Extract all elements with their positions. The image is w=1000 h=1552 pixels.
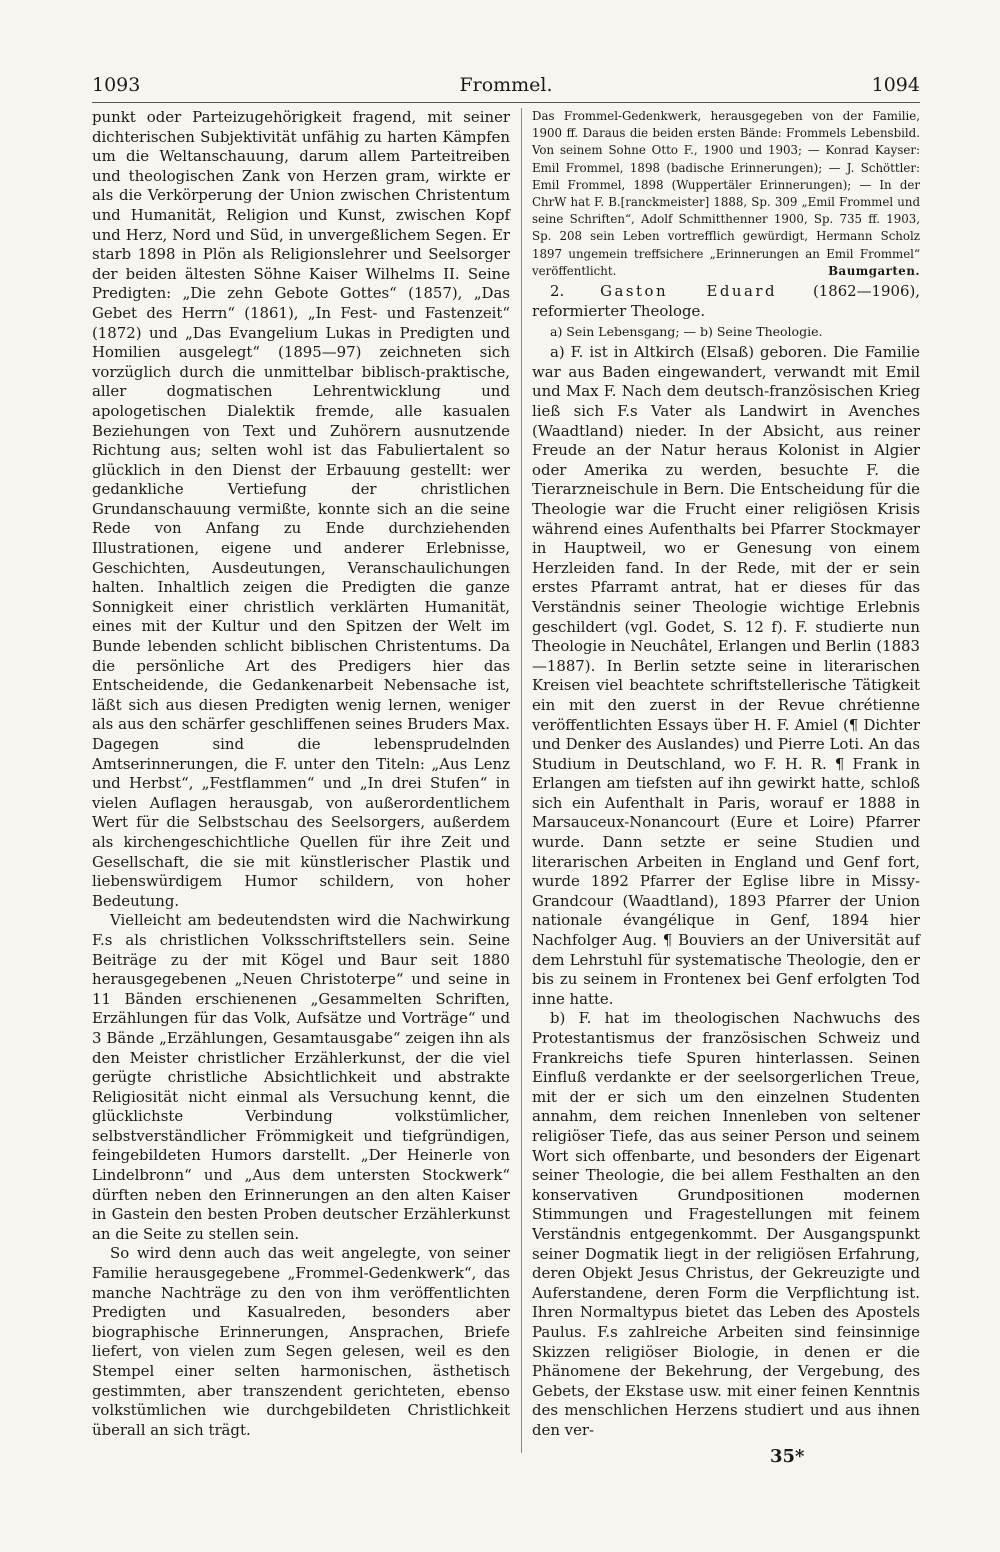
running-title: Frommel.: [459, 74, 553, 96]
column-divider: [521, 108, 522, 1453]
left-paragraph-2: Vielleicht am bedeutendsten wird die Nachwirkung F.s als christlichen Volksschriftstellers sein. Seine Beiträge zu der mit Kögel und Baur seit 1880 herausgegebenen „Neuen Christoterpe“ und seine in 11 Bänden erschienenen „Gesammelten Schriften, Erzählungen für das Volk, Aufsätze und Vorträge“ und 3 Bände „Erzählungen, Gesamtausgabe“ zeigen ihn als den Meister christlicher Erzählerkunst, der die viel gerügte christliche Absichtlichkeit und abstrakte Religiosität nicht einmal als Versuchung kennt, die glücklichste Verbindung volkstümlicher, selbstverständlicher Frömmigkeit und tiefgründigen, feingebildeten Humors darstellt. „Der Heinerle von Lindelbronn“ und „Aus dem untersten Stockwerk“ dürften neben den Erinnerungen an den alten Kaiser in Gastein den besten Proben deutscher Erzählerkunst an die Seite zu stellen sein.: [92, 911, 510, 1243]
right-column: [532, 108, 920, 1439]
left-paragraph-3: So wird denn auch das weit angelegte, von seiner Familie herausgegebene „Frommel-Gedenkwerk“, das manche Nachträge zu den von ihm veröffentlichten Predigten und Kasualreden, besonders aber biographische Erinnerungen, Ansprachen, Briefe liefert, von vielen zum Segen gelesen, weil es den Stempel einer selten harmonischen, ästhetisch gestimmten, aber transzendent gerichteten, ebenso volkstümlichen wie durchgebildeten Christlichkeit überall an sich trägt.: [92, 1244, 510, 1439]
bibliography-author: Baumgarten.: [828, 263, 920, 278]
left-paragraph-1: punkt oder Parteizugehörigkeit fragend, mit seiner dichterischen Subjektivität unfähig zu harten Kämpfen um die Weltanschauung, darum allem Parteitreiben und theologischen Zank von Herzen gram, wirkte er als die Verkörperung der Union zwischen Christentum und Humanität, Religion und Kunst, zwischen Kopf und Herz, Nord und Süd, in unvergeßlichem Segen. Er starb 1898 in Plön als Religionslehrer und Seelsorger der beiden ältesten Söhne Kaiser Wilhelms II. Seine Predigten: „Die zehn Gebote Gottes“ (1857), „Das Gebet des Herrn“ (1861), „In Fest- und Fastenzeit“ (1872) und „Das Evangelium Lukas in Predigten und Homilien ausgelegt“ (1895—97) zeichneten sich vorzüglich durch die unmittelbar biblisch-praktische, aller dogmatischen Lehrentwicklung und apologetischen Dialektik fremde, alle kasualen Beziehungen von Text und Zuhörern ausnutzende Richtung aus; selten wohl ist das Fabuliertalent so glücklich in den Dienst der Erbauung gestellt: wer gedankliche Vertiefung der christlichen Grundanschauung vermißte, konnte sich an die seine Rede von Anfang zu Ende durchziehenden Illustrationen, eigene und anderer Erlebnisse, Geschichten, Ausdeutungen, Veranschaulichungen halten. Inhaltlich zeigen die Predigten die ganze Sonnigkeit einer christlich verklärten Humanität, eines mit der Kultur und den Spitzen der Welt im Bunde lebenden schlicht biblischen Christentums. Da die persönliche Art des Predigers hier das Entscheidende, die Gedankenarbeit Nebensache ist, läßt sich aus diesen Predigten wenig lernen, weniger als aus den schärfer geschliffenen seines Bruders Max. Dagegen sind die lebensprudelnden Amtserinnerungen, die F. unter den Titeln: „Aus Lenz und Herbst“, „Festflammen“ und „In drei Stufen“ in vielen Auflagen herausgab, von außerordentlichem Wert für die Selbstschau des Seelsorgers, außerdem als kirchengeschichtliche Quellen für ihre Zeit und Gesellschaft, die sie mit künstlerischer Plastik und liebenswürdigem Humor schildern, von hoher Bedeutung.: [92, 108, 510, 910]
right-paragraph-1: a) F. ist in Altkirch (Elsaß) geboren. Die Familie war aus Baden eingewandert, verwandt mit Emil und Max F. Nach dem deutsch-französischen Krieg ließ sich F.s Vater als Landwirt in Avenches (Waadtland) nieder. In der Absicht, aus reiner Freude an der Natur heraus Kolonist in Algier oder Amerika zu werden, besuchte F. die Tierarzneischule in Bern. Die Entscheidung für die Theologie war die Frucht einer religiösen Krisis während eines Aufenthalts bei Pfarrer Stockmayer in Hauptweil, wo er Genesung von einem Herzleiden fand. In der Rede, mit der er sein erstes Pfarramt antrat, hat er dieses für das Verständnis seiner Theologie wichtige Erlebnis geschildert (vgl. Godet, S. 12 f). F. studierte nun Theologie in Neuchâtel, Erlangen und Berlin (1883—1887). In Berlin setzte seine in literarischen Kreisen viel beachtete schriftstellerische Tätigkeit ein mit den zuerst in der Revue chrétienne veröffentlichten Essays über H. F. Amiel (¶ Dichter und Denker des Auslandes) und Pierre Loti. An das Studium in Deutschland, wo F. H. R. ¶ Frank in Erlangen am tiefsten auf ihn gewirkt hatte, schloß sich ein Aufenthalt in Paris, worauf er 1888 in Marsauceux-Nonancourt (Eure et Loire) Pfarrer wurde. Dann setzte er seine Studien und literarischen Arbeiten in England und Genf fort, wurde 1892 Pfarrer der Eglise libre in Missy-Grandcour (Waadtland), 1893 Pfarrer der Union nationale évangélique in Genf, 1894 hier Nachfolger Aug. ¶ Bouviers an der Universität auf dem Lehrstuhl für systematische Theologie, den er bis zu seinem in Frontenex bei Genf erfolgten Tod inne hatte.: [532, 343, 920, 1008]
bibliography-text: Das Frommel-Gedenkwerk, herausgegeben von der Familie, 1900 ff. Daraus die beiden ersten Bände: Frommels Lebensbild. Von seinem Sohne Otto F., 1900 und 1903; — Konrad Kayser: Emil Frommel, 1898 (badische Erinnerungen); — J. Schöttler: Emil Frommel, 1898 (Wuppertäler Erinnerungen); — In der ChrW hat F. B.[ranckmeister] 1888, Sp. 309 „Emil Frommel und seine Schriften“, Adolf Schmitthenner 1900, Sp. 735 ff. 1903, Sp. 208 sein Leben vortrefflich gewürdigt, Hermann Scholz 1897 ungemein treffsichere „Erinnerungen an Emil Frommel“ veröffentlicht.: [532, 109, 920, 278]
entry-contents: a) Sein Lebensgang; — b) Seine Theologie.: [550, 324, 823, 340]
header-rule: [92, 102, 920, 103]
entry-name: Gaston Eduard: [600, 282, 778, 301]
right-page-number: 1094: [871, 74, 920, 96]
left-page-number: 1093: [92, 74, 141, 96]
entry-heading-rest: (1862—1906), reformierter Theologe.: [532, 282, 920, 320]
entry-number: 2.: [550, 282, 565, 301]
left-column: [92, 108, 510, 1468]
right-paragraph-2: b) F. hat im theologischen Nachwuchs des Protestantismus der französischen Schweiz und Frankreichs tiefe Spuren hinterlassen. Seinen Einfluß verdankte er der seelsorgerlichen Treue, mit der er sich um den einzelnen Studenten annahm, dem reichen Innenleben von seltener religiöser Tiefe, das aus seiner Person und seinem Wort sich offenbarte, und besonders der Eigenart seiner Theologie, die bei allem Festhalten an den konservativen Grundpositionen modernen Stimmungen und Fragestellungen mit feinem Verständnis entgegenkommt. Der Ausgangspunkt seiner Dogmatik liegt in der religiösen Erfahrung, deren Objekt Jesus Christus, der Gekreuzigte und Auferstandene, deren Form die Verpflichtung ist. Ihren Normaltypus bietet das Leben des Apostels Paulus. F.s zahlreiche Arbeiten sind feinsinnige Skizzen religiöser Biologie, in denen er die Phänomene der Bekehrung, der Vergebung, des Gebets, der Ekstase usw. mit einer feinen Kenntnis des menschlichen Herzens studiert und aus ihnen den ver-: [532, 1009, 920, 1439]
sheet-signature: 35*: [770, 1446, 805, 1467]
entry-heading: [532, 282, 920, 321]
bibliography-block: [532, 108, 920, 280]
running-header: [92, 62, 920, 96]
